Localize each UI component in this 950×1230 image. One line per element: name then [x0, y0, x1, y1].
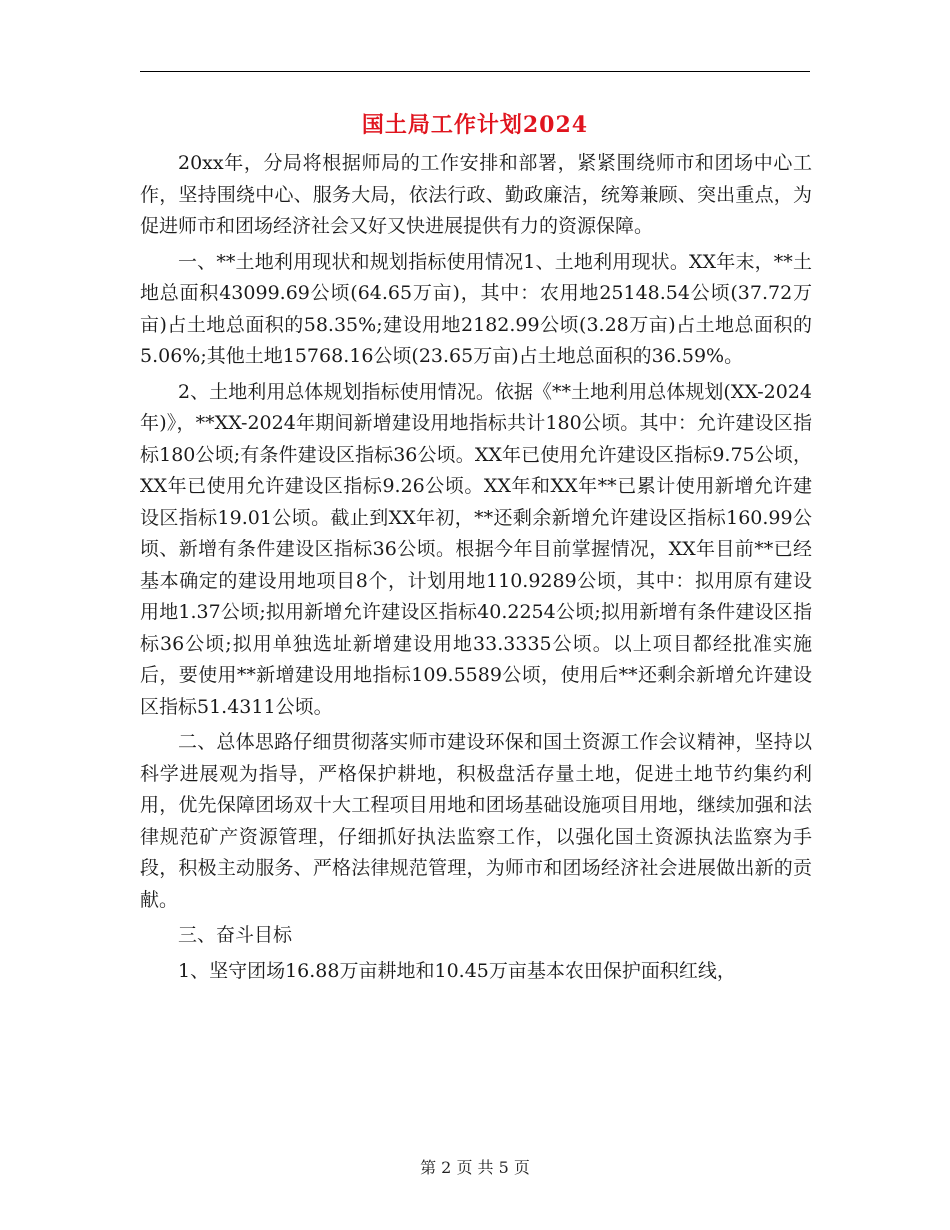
document-body — [140, 148, 812, 987]
paragraph-section-2: 二、总体思路仔细贯彻落实师市建设环保和国土资源工作会议精神，坚持以科学进展观为指导，严格保护耕地，积极盘活存量土地，促进土地节约集约利用，优先保障团场双十大工程项目用地和团场基础设施项目用地，继续加强和法律规范矿产资源管理，仔细抓好执法监察工作，以强化国土资源执法监察为手段，积极主动服务、严格法律规范管理，为师市和团场经济社会进展做出新的贡献。 — [140, 731, 812, 911]
document-title: 国土局工作计划2024 — [361, 112, 589, 138]
header-rule — [140, 71, 810, 72]
paragraph-intro: 20xx年，分局将根据师局的工作安排和部署，紧紧围绕师市和团场中心工作，坚持围绕中心、服务大局，依法行政、勤政廉洁，统筹兼顾、突出重点，为促进师市和团场经济社会又好又快进展提供有力的资源保障。 — [140, 152, 812, 237]
page-footer: 第 2 页 共 5 页 — [420, 1158, 530, 1177]
paragraph-section-3-heading: 三、奋斗目标 — [178, 924, 293, 946]
paragraph-section-1: 一、**土地利用现状和规划指标使用情况1、土地利用现状。XX年末，**土地总面积43099.69公顷(64.65万亩)，其中：农用地25148.54公顷(37.72万亩)占土地总面积的58.35%;建设用地2182.99公顷(3.28万亩)占土地总面积的5.06%;其他土地15768.16公顷(23.65万亩)占土地总面积的36.59%。 — [140, 250, 812, 367]
paragraph-section-3-1: 1、坚守团场16.88万亩耕地和10.45万亩基本农田保护面积红线， — [178, 959, 736, 982]
paragraph-section-1-2: 2、土地利用总体规划指标使用情况。依据《**土地利用总体规划(XX-2024年)》，**XX-2024年期间新增建设用地指标共计180公顷。其中：允许建设区指标180公顷;有条件建设区指标36公顷。XX年已使用允许建设区指标9.75公顷，XX年已使用允许建设区指标9.26公顷。XX年和XX年**已累计使用新增允许建设区指标19.01公顷。截止到XX年初，**还剩余新增允许建设区指标160.99公顷、新增有条件建设区指标36公顷。根据今年目前掌握情况，XX年目前**已经基本确定的建设用地项目8个，计划用地110.9289公顷，其中：拟用原有建设用地1.37公顷;拟用新增允许建设区指标40.2254公顷;拟用新增有条件建设区指标36公顷;拟用单独选址新增建设用地33.3335公顷。以上项目都经批准实施后，要使用**新增建设用地指标109.5589公顷，使用后**还剩余新增允许建设区指标51.4311公顷。 — [140, 380, 812, 718]
